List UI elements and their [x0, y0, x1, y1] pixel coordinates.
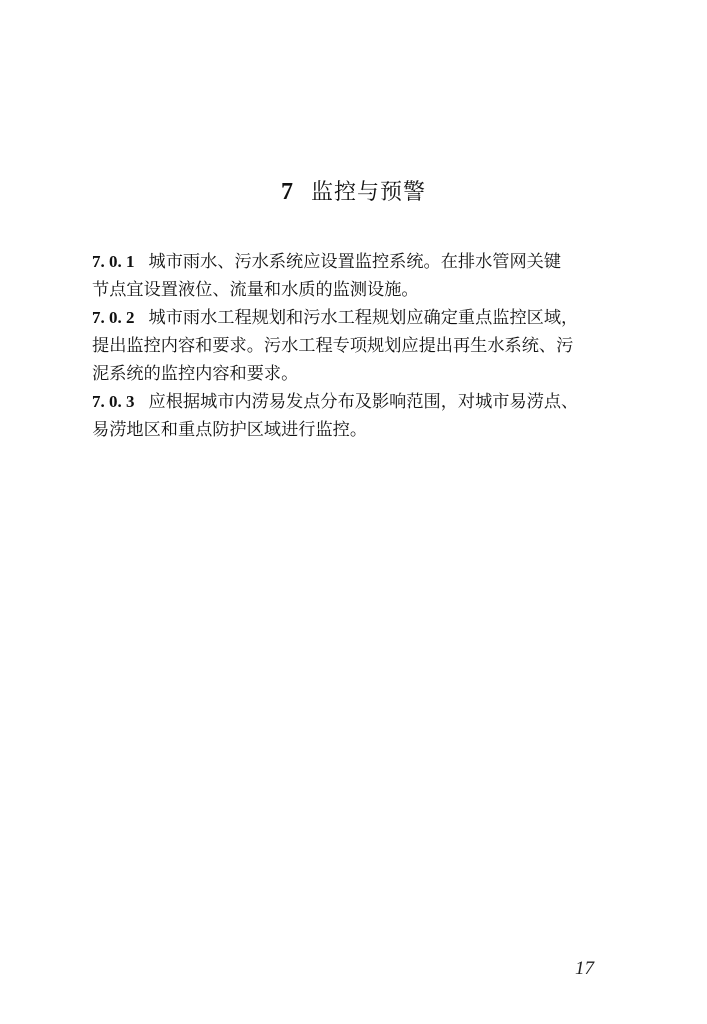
clause-text: 提出监控内容和要求。污水工程专项规划应提出再生水系统、污 — [92, 336, 574, 356]
page-number: 17 — [575, 958, 594, 979]
clause-text: 泥系统的监控内容和要求。 — [92, 364, 299, 384]
clause-number: 7. 0. 2 — [92, 308, 135, 327]
clause-number: 7. 0. 3 — [92, 392, 135, 411]
clause-7-0-3 — [92, 388, 622, 444]
clause-text: 易涝地区和重点防护区域进行监控。 — [92, 420, 368, 440]
clause-line — [92, 388, 622, 416]
clause-number: 7. 0. 1 — [92, 252, 135, 271]
clause-line — [92, 248, 622, 276]
clause-text: 应根据城市内涝易发点分布及影响范围，对城市易涝点、 — [148, 392, 579, 412]
clause-text: 城市雨水工程规划和污水工程规划应确定重点监控区域， — [148, 308, 579, 328]
chapter-heading — [0, 174, 707, 211]
clause-7-0-2 — [92, 304, 622, 388]
clause-line — [92, 304, 622, 332]
chapter-title: 监控与预警 — [310, 180, 426, 205]
clause-text: 节点宜设置液位、流量和水质的监测设施。 — [92, 280, 419, 300]
clause-text: 城市雨水、污水系统应设置监控系统。在排水管网关键 — [148, 252, 562, 272]
chapter-number: 7 — [280, 179, 293, 205]
clause-7-0-1 — [92, 248, 622, 304]
clause-list — [92, 248, 622, 444]
